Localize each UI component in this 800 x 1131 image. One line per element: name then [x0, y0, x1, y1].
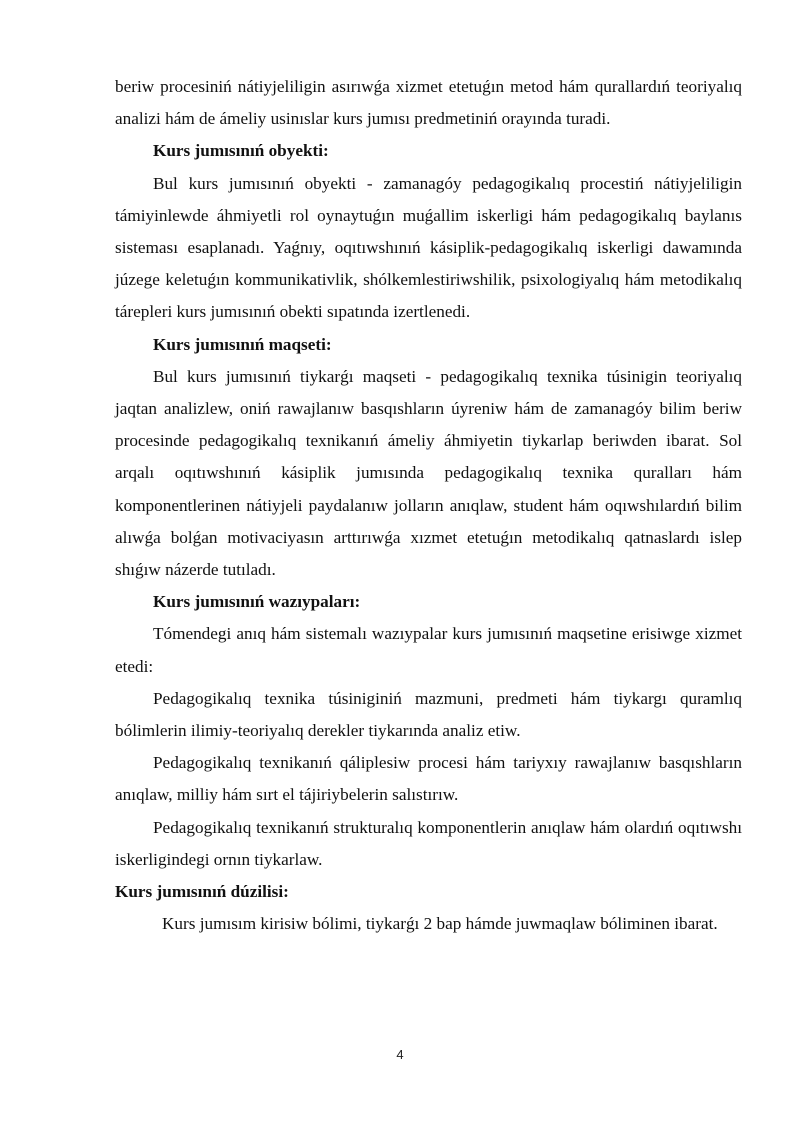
task-item-3: Pedagogikalıq texnikanıń strukturalıq komponentlerin anıqlaw hám olardıń oqıtıwshı iskerligindegi ornın tiykarlaw.	[115, 817, 742, 869]
tasks-intro-paragraph: Tómendegi anıq hám sistemalı wazıypalar kurs jumısınıń maqsetine erisiwge xizmet etedi:	[115, 624, 742, 676]
page-number: 4	[396, 1047, 404, 1062]
structure-paragraph: Kurs jumısım kirisiw bólimi, tiykarǵı 2 bap hámde juwmaqlaw bóliminen ibarat.	[162, 914, 718, 934]
aim-paragraph: Bul kurs jumısınıń tiykarǵı maqseti - pedagogikalıq texnika túsinigin teoriyalıq jaqtan analizlew, oniń rawajlanıw basqıshların úyreniw hám de zamanagóy bilim beriw procesinde pedagogikalıq texnikanıń ámeliy áhmiyetin tiykarlap beriwden ibarat. Sol arqalı oqıtıwshınıń kásiplik jumısında pedagogikalıq texnika quralları hám komponentlerinen nátiyjeli paydalanıw jolların anıqlaw, student hám oqıwshılardıń bilim alıwǵa bolǵan motivaciyasın arttırıwǵa xızmet etetuǵın metodikalıq qatnaslardı islep shıǵıw názerde tutıladı.	[115, 366, 742, 580]
document-page	[115, 71, 742, 940]
task-item-2: Pedagogikalıq texnikanıń qáliplesiw procesi hám tariyxıy rawajlanıw basqıshların anıqlaw, milliy hám sırt el tájiriybelerin salıstırıw.	[115, 753, 742, 805]
tasks-heading: Kurs jumısınıń wazıypaları:	[153, 592, 361, 612]
continuation-paragraph: beriw procesiniń nátiyjeliligin asırıwǵa xizmet etetuǵın metod hám qurallardıń teoriyalıq analizi hám de ámeliy usinıslar kurs jumısı predmetiniń orayında turadi.	[115, 77, 742, 129]
structure-heading: Kurs jumısınıń dúzilisi:	[115, 882, 289, 902]
object-paragraph: Bul kurs jumısınıń obyekti - zamanagóy pedagogikalıq procestiń nátiyjeliligin támiyinlewde áhmiyetli rol oynaytuǵın muǵallim iskerligi hám pedagogikalıq baylanıs sisteması esaplanadı. Yaǵnıy, oqıtıwshınıń kásiplik-pedagogikalıq iskerligi dawamında júzege keletuǵın kommunikativlik, shólkemlestiriwshilik, psixologiyalıq hám metodikalıq tárepleri kurs jumısınıń obekti sıpatında izertlenedi.	[115, 173, 742, 322]
task-item-1: Pedagogikalıq texnika túsiniginiń mazmuni, predmeti hám tiykargı quramlıq bólimlerin ilimiy-teoriyalıq derekler tiykarında analiz etiw.	[115, 688, 742, 741]
aim-heading: Kurs jumısınıń maqseti:	[153, 334, 332, 354]
object-heading: Kurs jumısınıń obyekti:	[153, 141, 329, 161]
